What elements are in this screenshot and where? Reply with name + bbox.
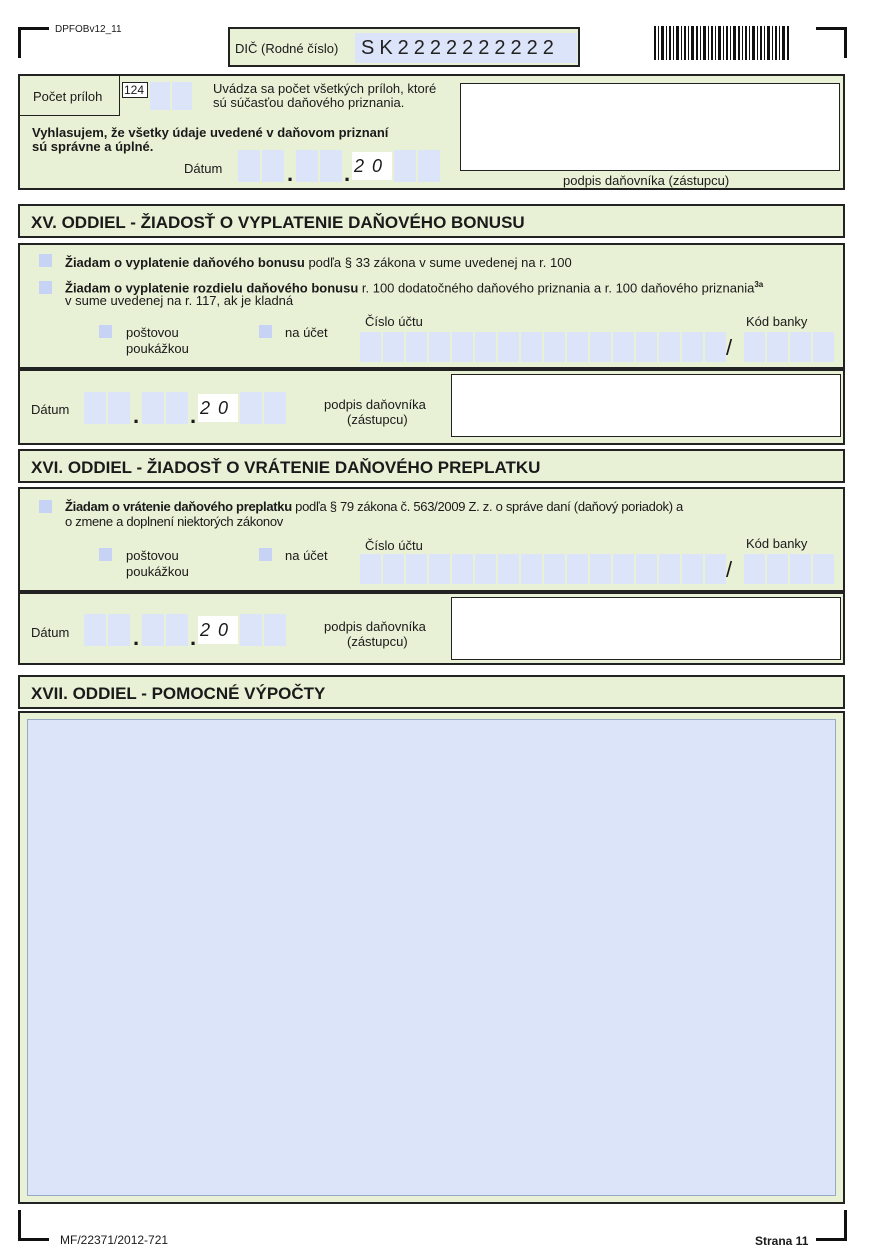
date-day-cell: [238, 150, 260, 182]
date-separator: .: [133, 625, 140, 650]
auxiliary-calculations-textarea[interactable]: [27, 719, 836, 1196]
postal-order-label-2: poukážkou: [126, 341, 189, 356]
attachments-count-cell: [172, 82, 192, 110]
signature-label-line-1: podpis daňovníka: [324, 397, 426, 412]
date-day-cell: [84, 614, 106, 646]
barcode-icon: [654, 26, 792, 60]
bonus-payout-option: Žiadam o vyplatenie daňového bonusu podľa § 33 zákona v sume uvedenej na r. 100: [65, 255, 572, 270]
account-bank-separator: /: [726, 557, 733, 582]
signature-box[interactable]: [451, 374, 841, 437]
attachments-count-value-box: [122, 82, 148, 98]
signature-label-line-2: (zástupcu): [347, 412, 408, 427]
date-year-prefix: 20: [198, 394, 238, 422]
date-separator: .: [190, 403, 197, 428]
postal-order-label-1: poštovou: [126, 548, 179, 563]
overpayment-refund-option-line-2: o zmene a doplnení niektorých zákonov: [65, 514, 283, 529]
attachments-note-line-2: sú súčasťou daňového priznania.: [213, 95, 405, 110]
bonus-difference-checkbox[interactable]: [39, 281, 52, 294]
account-checkbox[interactable]: [259, 325, 272, 338]
date-separator: .: [190, 625, 197, 650]
date-year-prefix: 20: [198, 616, 238, 644]
date-separator: .: [344, 161, 351, 186]
date-day-cell: [262, 150, 284, 182]
overpayment-refund-option: Žiadam o vrátenie daňového preplatku podľa § 79 zákona č. 563/2009 Z. z. o správe daní (daňový poriadok) a: [65, 499, 683, 514]
section-xvii-title: XVII. ODDIEL - POMOCNÉ VÝPOČTY: [31, 684, 326, 703]
account-number-label: Číslo účtu: [365, 314, 423, 329]
page-number: Strana 11: [755, 1234, 809, 1248]
account-label: na účet: [285, 548, 328, 563]
attachments-note-line-1: Uvádza sa počet všetkých príloh, ktoré: [213, 81, 437, 96]
bank-code-label: Kód banky: [746, 536, 808, 551]
bonus-payout-checkbox[interactable]: [39, 254, 52, 267]
dic-value: SK2222222222: [361, 37, 559, 59]
section-xvii-header: [18, 675, 845, 709]
postal-order-label-1: poštovou: [126, 325, 179, 340]
date-month-cell: [142, 614, 164, 646]
account-bank-separator: /: [726, 335, 733, 360]
corner-mark-bottom-right: [816, 1210, 847, 1241]
attachments-count-cell: [150, 82, 170, 110]
section-xvi-signature-row: [18, 592, 845, 665]
bonus-difference-option-line-2: v sume uvedenej na r. 117, ak je kladná: [65, 293, 294, 308]
date-month-cell: [166, 392, 188, 424]
section-xv-title: XV. ODDIEL - ŽIADOSŤ O VYPLATENIE DAŇOVÉHO BONUSU: [31, 213, 525, 232]
date-field[interactable]: [84, 392, 289, 428]
date-year-cell: [240, 614, 262, 646]
bank-code-field[interactable]: [744, 554, 834, 584]
dic-box: [228, 27, 580, 67]
attachments-declaration-section: [18, 74, 845, 190]
postal-order-label-2: poukážkou: [126, 564, 189, 579]
dic-input[interactable]: [355, 33, 577, 63]
attachments-label: Počet príloh: [33, 89, 103, 104]
postal-order-checkbox[interactable]: [99, 325, 112, 338]
date-field[interactable]: [238, 150, 443, 186]
declaration-line-1: Vyhlasujem, že všetky údaje uvedené v daňovom priznaní: [32, 125, 389, 140]
date-month-cell: [296, 150, 318, 182]
date-separator: .: [287, 161, 294, 186]
corner-mark-top-left: [18, 27, 49, 58]
date-label: Dátum: [31, 402, 70, 417]
signature-box[interactable]: [460, 83, 840, 171]
date-year-cell: [240, 392, 262, 424]
section-xv-header: [18, 204, 845, 238]
bank-code-field[interactable]: [744, 332, 834, 362]
date-month-cell: [320, 150, 342, 182]
bank-code-label: Kód banky: [746, 314, 808, 329]
date-year-prefix: 20: [352, 152, 392, 180]
date-month-cell: [142, 392, 164, 424]
corner-mark-bottom-left: [18, 1210, 49, 1241]
attachments-count-field[interactable]: [122, 82, 200, 110]
date-label: Dátum: [184, 161, 223, 176]
date-year-cell: [394, 150, 416, 182]
section-xvi-header: [18, 449, 845, 483]
account-number-field[interactable]: [360, 554, 726, 584]
date-year-cell: [264, 392, 286, 424]
signature-label-line-1: podpis daňovníka: [324, 619, 426, 634]
date-field[interactable]: [84, 614, 289, 650]
section-xv-signature-row: [18, 369, 845, 445]
footer-form-code: MF/22371/2012-721: [60, 1233, 169, 1247]
date-month-cell: [166, 614, 188, 646]
signature-label-line-2: (zástupcu): [347, 634, 408, 649]
form-code: DPFOBv12_11: [55, 24, 122, 35]
attachments-count-value: 124: [124, 83, 145, 97]
bonus-difference-option: Žiadam o vyplatenie rozdielu daňového bonusu r. 100 dodatočného daňového priznania a r. 100 daňového priznania$^{3a}$: [65, 280, 764, 296]
account-checkbox[interactable]: [259, 548, 272, 561]
account-label: na účet: [285, 325, 328, 340]
date-year-cell: [264, 614, 286, 646]
overpayment-refund-checkbox[interactable]: [39, 500, 52, 513]
postal-order-checkbox[interactable]: [99, 548, 112, 561]
section-xvi-body: [18, 487, 845, 592]
date-label: Dátum: [31, 625, 70, 640]
signature-label: podpis daňovníka (zástupcu): [563, 173, 730, 188]
date-day-cell: [108, 614, 130, 646]
corner-mark-top-right: [816, 27, 847, 58]
declaration-line-2: sú správne a úplné.: [32, 139, 154, 154]
date-year-cell: [418, 150, 440, 182]
date-day-cell: [108, 392, 130, 424]
signature-box[interactable]: [451, 597, 841, 660]
date-day-cell: [84, 392, 106, 424]
section-xv-body: [18, 243, 845, 369]
section-xvi-title: XVI. ODDIEL - ŽIADOSŤ O VRÁTENIE DAŇOVÉHO PREPLATKU: [31, 458, 541, 477]
dic-label: DIČ (Rodné číslo): [235, 41, 339, 56]
account-number-label: Číslo účtu: [365, 538, 423, 553]
date-separator: .: [133, 403, 140, 428]
account-number-field[interactable]: [360, 332, 726, 362]
section-xvii-body: [18, 711, 845, 1204]
